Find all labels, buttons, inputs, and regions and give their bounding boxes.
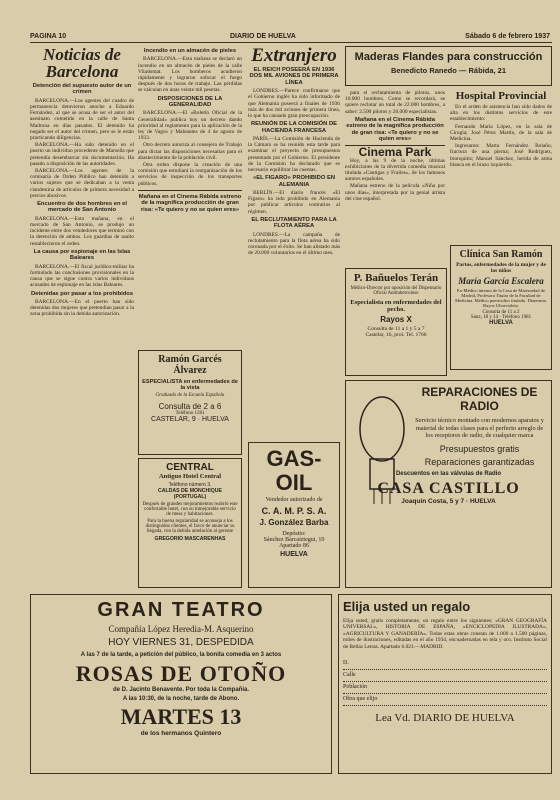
ad-play-title: MARTES 13 — [120, 704, 242, 729]
paper-name: DIARIO DE HUELVA — [230, 33, 296, 40]
ad-teatro — [30, 594, 332, 774]
ad-name: P. Bañuelos Terán — [353, 272, 439, 284]
article-text: BARCELONA.—Los agentes del cuadro de permanencia detuvieron anoche a Eduardo Fernández, al que se acusa de ser el autor del asesinato cometido en la calle de Santa Madrona en días pasados. El detenido ha negado ser el autor del crimen, pero se le están practicando diligencias. — [30, 97, 134, 142]
ad-address: Apartado 86 — [279, 543, 309, 549]
article-text: Otra orden dispone la creación de una comisión que estudiará la reorganización de los servicios de inspección de los transportes públicos. — [138, 162, 242, 187]
article-text: BARCELONA.—Los agentes de la comisaría de Orden Público han detenido a varios sujetos que se dedicaban a la venta clandestina de artículos de primera necesidad a precios abusivos. — [30, 168, 134, 199]
ad-text: Reparaciones garantizadas — [424, 456, 535, 467]
ad-phone: Teléfono número 3. — [168, 482, 212, 488]
section-title: Extranjero — [251, 46, 337, 66]
cinema-notice: Mañana en el Cinema Rábida estreno de la magnífica producción de gran risa: «Te quiero y no se quien eres» — [346, 116, 444, 143]
ad-text: Después de grandes mejoramientos reabrió este confortable hotel, con su inmejorable servicio de mesa y habitaciones. — [142, 502, 238, 517]
column-barcelona — [30, 46, 134, 586]
ad-company: C. A. M. P. S. A. — [261, 506, 327, 516]
form-field-town[interactable]: Población — [343, 682, 547, 694]
ad-phone: Tel. 1766 — [405, 332, 427, 338]
ad-footer: Lea Vd. DIARIO DE HUELVA — [375, 712, 515, 725]
article-text: En el orden de asistencia han sido dados de alta en los distintos servicios de este establecimiento: — [450, 104, 552, 123]
ad-teran — [345, 268, 447, 376]
ad-title: GRAN TEATRO — [97, 599, 265, 621]
ad-hotel — [138, 458, 242, 588]
ad-clinica: Clínica San Ramón Partos, enfermedades de la mujer y de los niños María García Escalera Ex-Médico interno de la Casa de Maternidad de Madrid, Profesora Titular de la Facultad de Medicina. Médico puericultor titulado. Diatermia. Rayos Ultravioleta. Consulta de 11 a 2 Sanz, 18 y 14 · Teléfono 1981 HUELVA — [450, 245, 552, 370]
ad-subtitle: Benedicto Ranedo — Rábida, 21 — [390, 66, 507, 75]
article-text: para el reclutamiento de pilotos, unos 10.000 hombres. Como se recordará, se quiere reclutar un total de 22.000 hombres, a saber: 2.500 pilotos y 20.000 especialistas. — [345, 90, 445, 115]
ad-address: CASTELAR, 9 — [151, 416, 196, 423]
ad-text: de D. Jacinto Benavente. Por toda la Compañía. — [112, 687, 250, 693]
ad-text: Servicio técnico montado con modernos aparatos y material de todas clases para el perfecto arreglo de los receptores de radio, de cualquier marca — [415, 417, 544, 439]
ad-name: J. González Barba — [259, 518, 329, 527]
headline: Encuentro de dos hombres en el mercado de San Antonio — [37, 201, 127, 214]
article-text: BARCELONA.—En el puerto han sido detenidas dos mujeres que pretendían pasar a la zona prohibida sin la debida autorización. — [30, 298, 134, 318]
article-text: PARÍS.—La Comisión de Hacienda de la Cámara se ha reunido esta tarde para examinar el proyecto de presupuestos presentado por el Gobierno. El presidente de la Comisión ha declarado que es necesario equilibrar las cuentas. — [248, 136, 340, 174]
column-news-2 — [138, 46, 242, 346]
ad-title: Clínica San Ramón — [459, 249, 543, 260]
ad-text: Especialista en enfermedades del pecho. — [350, 299, 442, 313]
ad-city: HUELVA — [202, 416, 229, 423]
ad-text: Vendedor autorizado de — [265, 497, 323, 503]
form-field-name[interactable]: D. — [343, 658, 547, 670]
ad-text: Presupuestos gratis — [439, 443, 520, 454]
ad-title: GAS-OIL — [266, 446, 322, 495]
headline: La causa por espionaje en las Islas Baleares — [33, 248, 131, 262]
ad-text: Para la buena regularidad se aconseja a los distinguidos clientes, el favor de anunciar su llegada, con la debida antelación al gerente — [145, 519, 235, 534]
article-text: Fernando María López, en la sala de Cirugía; José Pérez Martín, de la sala de Medicina. — [450, 123, 552, 143]
column-news-4 — [345, 90, 445, 265]
headline: «EL FIGARO» PROHIBIDO EN ALEMANIA — [252, 175, 336, 188]
ad-text: Partos, enfermedades de la mujer y de los niños — [456, 262, 546, 274]
cinema-title: Cinema Park — [358, 145, 432, 160]
article-text: BARCELONA.—El «Boletín Oficial de la Generalidad» publica hoy un decreto dando prioridad al reglamento para la aplicación de la ley de Vagos y Maleantes de 4 de agosto de 1933. — [138, 110, 242, 142]
ad-garces: Ramón Garcés Álvarez ESPECIALISTA en enfermedades de la vista Graduado de la Escuela Española Consulta de 2 a 6 Teléfono 1281 CASTELAR, 9 · HUELVA — [138, 350, 242, 455]
article-text: Mañana estreno de la película «Niña por unos días», interpretada por la genial artista del cine español. — [345, 183, 445, 202]
ad-address: Joaquín Costa, 5 y 7 — [401, 497, 465, 505]
article-text: BARCELONA.—Esta mañana, en el mercado de San Antonio, se produjo un incidente entre dos vendedores que terminó con la detención de ambos. Los guardias de asalto restablecieron el orden. — [30, 215, 134, 247]
headline: Detenidas por pasar a los prohibidos — [30, 290, 134, 297]
headline: REUNIÓN DE LA COMISIÓN DE HACIENDA FRANCESA — [250, 121, 338, 134]
ad-title: CENTRAL — [166, 462, 214, 473]
page-header — [30, 31, 552, 43]
ad-maderas — [345, 46, 552, 86]
ad-hours: Consulta de 11 a 1 y 5 a 7 — [367, 326, 425, 332]
ad-gasoil — [248, 442, 340, 588]
ad-title: REPARACIONES DE RADIO — [421, 385, 538, 413]
ad-title: Elija usted un regalo — [343, 599, 471, 614]
ad-phone: Teléfono 1981 — [502, 315, 532, 320]
ad-text: de los hermanos Quintero — [140, 730, 222, 737]
article-text: BARCELONA.—Ha sido detenido en el puerto un individuo procedente de Marsella que pretendía desembarcar sin documentación. Ha pasado a disposición de las autoridades. — [30, 142, 134, 167]
ad-play-title: ROSAS DE OTOÑO — [75, 661, 287, 686]
ad-address: Castelar, 16, prol. — [365, 332, 405, 338]
ad-regalo — [338, 594, 552, 774]
ad-city: HUELVA — [469, 497, 496, 505]
ad-address: Sanz, 18 y 14 — [470, 315, 499, 320]
ad-manager: GREGORIO MASCARENHAS — [154, 536, 226, 542]
ad-text: Depósito: — [282, 531, 306, 537]
article-text: BARCELONA.—El fiscal jurídico-militar ha formulado las conclusiones provisionales en la causa que se sigue contra varios individuos acusados de espionaje en las islas Baleares. — [30, 263, 134, 289]
article-text: BERLÍN.—El diario francés «El Fígaro» ha sido prohibido en Alemania por publicar artículos contrarios al régimen. — [248, 190, 340, 215]
ad-city: HUELVA — [280, 551, 308, 558]
article-text: Otro decreto autoriza al consejero de Trabajo para dictar las disposiciones necesarias para el abastecimiento de la población civil. — [138, 142, 242, 161]
ad-text: Elija usted, gratis completamente, un regalo entre los siguientes: «GRAN GEOGRAFÍA UNIVERSAL», HISTORIA DE ESPAÑA, «ENCICLOPEDIA ILUSTRADA», «AGRICULTURA Y GANADERÍA». Todas estas obras constan de 1.000 a 1.500 páginas, miles de ilustraciones, editadas en el año 1934, encuadernadas en tela y oro. Instituto Social de Bellas Letras. Apartado 6.021.—MADRID. — [343, 618, 547, 650]
headline: EL REICH POSEERÁ EN 1936 DOS MIL AVIONES DE PRIMERA LÍNEA — [249, 67, 339, 86]
headline: Incendio en un almacén de pieles — [143, 48, 237, 54]
column-hospital — [450, 90, 552, 240]
page-number: PAGINA 10 — [30, 33, 67, 40]
article-text: LONDRES.—Parece confirmarse que el Gobierno inglés ha sido informado de que Alemania poseerá a finales de 1936 más de dos mil aviones de primera línea, lo que ha causado gran preocupación. — [248, 88, 340, 120]
ad-text: Médico-Director por oposición del Dispensario Oficial Antituberculoso — [350, 286, 442, 296]
section-title: Hospital Provincial — [455, 90, 547, 102]
ad-text: ESPECIALISTA en enfermedades de la vista — [142, 379, 238, 391]
ad-date: HOY VIERNES 31, DESPEDIDA — [108, 637, 254, 648]
ad-hours: Consulta de 11 a 2 — [482, 310, 520, 315]
cinema-notice: Mañana en el Cinema Rábida estreno de la magnífica producción de gran risa: «Te quiero y no se quien eres» — [138, 193, 242, 213]
ad-phone: Teléfono 1281 — [175, 411, 205, 416]
ad-text: A las 7 de la tarde, a petición del público, la bonita comedia en 3 actos — [80, 652, 282, 658]
ad-title: Maderas Flandes para construcción — [354, 51, 543, 63]
section-title: Noticias de Barcelona — [43, 46, 121, 81]
article-text: LONDRES.—La campaña de reclutamiento para la flota aérea ha sido coronada por el éxito. Se han alistado más de 20.000 voluntarios en el último mes. — [248, 231, 340, 257]
ad-radio: REPARACIONES DE RADIO Servicio técnico montado con modernos aparatos y material de todas clases para el perfecto arreglo de los receptores de radio, de cualquier marca Presupuestos gratis Reparaciones garantizadas Descuentos en las válvulas de Radio CASA CASTILLO Joaquín Costa, 5 y 7 · HUELVA — [345, 380, 552, 588]
form-field-street[interactable]: Calle — [343, 670, 547, 682]
ad-address: Sánchez Barcaiztegui, 10 — [263, 537, 325, 543]
headline: Detención del supuesto autor de un crimen — [32, 83, 132, 96]
form-field-book[interactable]: Obra que elijo — [343, 694, 547, 706]
ad-name: Ramón Garcés Álvarez — [158, 354, 222, 376]
ad-subtitle: Antiguo Hotel Central — [158, 473, 222, 480]
column-extranjero — [248, 46, 340, 438]
ad-text: A las 10:30, de la noche, tarde de Abono. — [122, 696, 240, 702]
ad-text: Descuentos en las válvulas de Radio — [395, 470, 502, 477]
ad-text: Graduado de la Escuela Española — [155, 393, 225, 398]
ad-name: María García Escalera — [458, 276, 544, 286]
ad-address: CALDAS DE MONCHIQUE (PORTUGAL) — [158, 488, 222, 500]
ad-text: Rayos X — [380, 315, 412, 324]
article-text: Hoy, a las 9 de la noche, últimas exhibiciones de la divertida comedia musical titulada «Cantigas y Frailes», de los famosos autores españoles. — [345, 157, 445, 183]
headline: EL RECLUTAMIENTO PARA LA FLOTA AÉREA — [251, 216, 337, 230]
ad-company: Compañía López Heredia-M. Asquerino — [108, 624, 254, 634]
ad-city: HUELVA — [489, 320, 513, 326]
headline: DISPOSICIONES DE LA GENERALIDAD — [157, 95, 223, 109]
ad-hours: Consulta de 2 a 6 — [158, 402, 222, 411]
article-text: Ingresaron: Marta Fernández Bolaño, fractura de una pierna; José Rodríguez, bronquitis; Manuel Sánchez, herida de arma blanca en el brazo izquierdo. — [450, 143, 552, 168]
ad-text: Ex-Médico interno de la Casa de Maternidad de Madrid, Profesora Titular de la Facultad de Medicina. Médico puericultor titulado. Diatermia. Rayos Ultravioleta. — [455, 288, 547, 308]
radio-tube-icon — [352, 389, 412, 509]
page-date: Sábado 6 de febrero 1937 — [465, 33, 550, 40]
article-text: BARCELONA.—Esta mañana se declaró un incendio en un almacén de pieles de la calle Viladomat. Los bomberos acudieron rápidamente y lograron sofocar el fuego después de dos horas de trabajo. Las pérdidas se calculan en unas veinte mil pesetas. — [138, 56, 242, 94]
ad-shop-name: CASA CASTILLO — [377, 479, 520, 497]
